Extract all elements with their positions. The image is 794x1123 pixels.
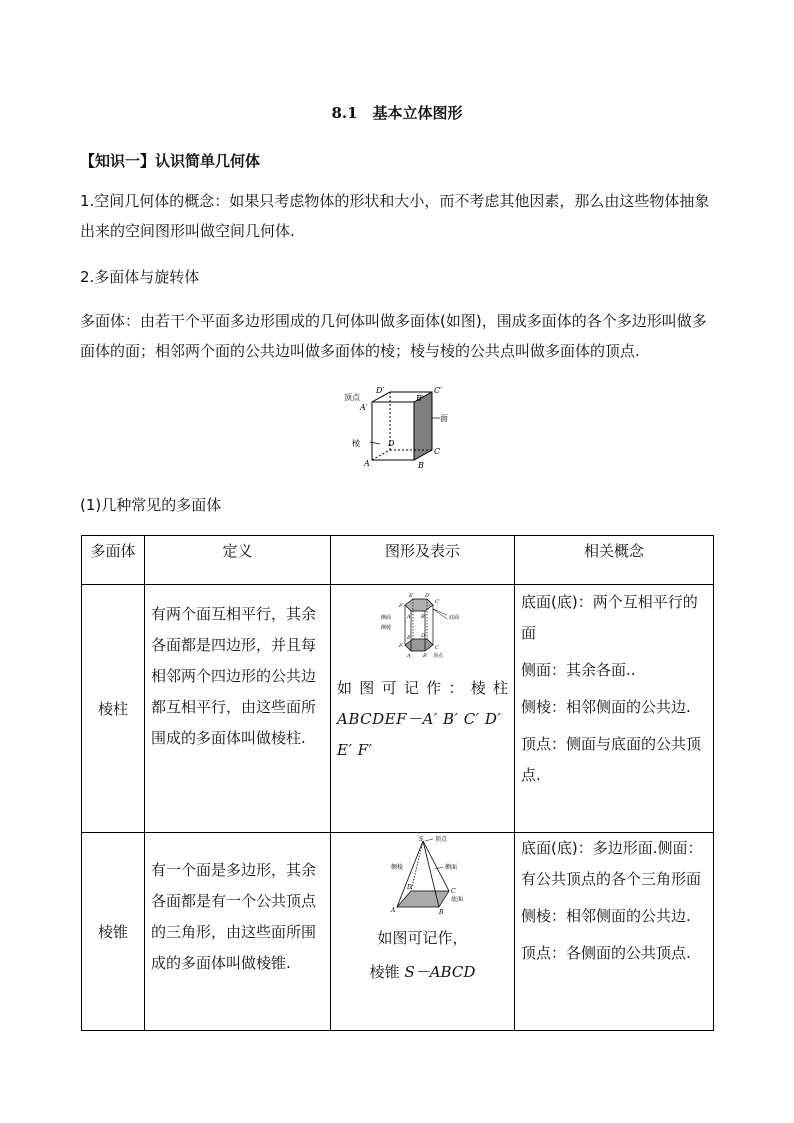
- pyramid-notation-intro: 如图可记作，: [377, 929, 468, 947]
- label-edge: 棱: [352, 439, 360, 448]
- pyramid-label-A: A: [390, 907, 395, 914]
- pyramid-label-C: C: [450, 888, 456, 895]
- prism-label-C1: C′: [434, 599, 440, 605]
- paragraph-polyhedron-definition: 多面体：由若干个平面多边形围成的几何体叫做多面体(如图)，围成多面体的各个多边形叫做多面体的面；相邻两个面的公共边叫做多面体的棱；棱与棱的公共点叫做多面体的顶点.: [80, 312, 707, 360]
- definition-cell: [145, 833, 331, 1031]
- concepts-cell: [515, 585, 714, 833]
- prism-notation: ABCDEF－A′ B′ C′ D′ E′ F′: [337, 710, 502, 759]
- prism-label-F1: F′: [398, 603, 404, 609]
- pyramid-notation: S－ABCD: [404, 963, 476, 981]
- pyramid-concept-base-side: 底面(底)：多边形面.侧面：有公共顶点的各个三角形面: [521, 839, 703, 888]
- prism-label-side-face: 侧面: [380, 615, 391, 621]
- prism-concept-side-edge: 侧棱：相邻侧面的公共边.: [521, 698, 691, 716]
- concepts-cell: [515, 833, 714, 1031]
- label-B1: B′: [416, 394, 424, 403]
- table-row: [82, 833, 714, 1031]
- header-figure: 图形及表示: [331, 536, 515, 585]
- prism-label-D: D: [420, 633, 425, 639]
- prism-label-side-edge: 侧棱: [380, 625, 391, 631]
- figure-cell: [331, 585, 515, 833]
- prism-label-vertex: 顶点: [432, 653, 443, 659]
- prism-figure: [363, 589, 483, 659]
- prism-label-E: E: [406, 635, 411, 641]
- pyramid-notation-prefix: 棱锥: [369, 963, 400, 981]
- header-concepts: 相关概念: [515, 536, 714, 585]
- polyhedra-table: [81, 535, 714, 1031]
- pyramid-notation-line: [331, 955, 514, 989]
- prism-label-A: A: [406, 653, 411, 659]
- table-header-row: [82, 536, 714, 585]
- pyramid-label-base: 底面: [450, 896, 463, 903]
- page-title: 8.1 基本立体图形: [331, 104, 463, 122]
- prism-notation-intro: 如图可记作：棱柱: [337, 679, 508, 697]
- pyramid-concept-side-edge: 侧棱：相邻侧面的公共边.: [521, 907, 691, 925]
- label-C1: C′: [434, 386, 442, 395]
- header-definition: 定义: [145, 536, 331, 585]
- definition-cell: [145, 585, 331, 833]
- prism-label-D1: D′: [424, 593, 430, 599]
- paragraph-concept: 1.空间几何体的概念：如果只考虑物体的形状和大小，而不考虑其他因素，那么由这些物体抽象出来的空间图形叫做空间几何体.: [80, 192, 710, 240]
- header-polyhedron: 多面体: [82, 536, 145, 585]
- pyramid-definition: 有一个面是多边形，其余各面都是有一个公共顶点的三角形，由这些面所围成的多面体叫做棱锥.: [151, 861, 317, 972]
- prism-label-E1: E′: [408, 593, 414, 599]
- label-D1: D′: [376, 386, 385, 395]
- label-B: B: [418, 461, 424, 470]
- pyramid-label-vertex: 顶点: [434, 836, 447, 843]
- figure-cell: [331, 833, 515, 1031]
- prism-definition: 有两个面互相平行，其余各面都是四边形，并且每相邻两个四边形的公共边都互相平行，由这些面所围成的多面体叫做棱柱.: [151, 605, 317, 747]
- paragraph-polyhedra-heading: 2.多面体与旋转体: [80, 268, 200, 286]
- table-row: [82, 585, 714, 833]
- pyramid-figure: [363, 835, 483, 915]
- prism-label-A1: A′: [406, 614, 412, 620]
- prism-label-F: F: [398, 643, 402, 649]
- pyramid-label-side-face: 侧面: [444, 864, 457, 871]
- pyramid-label-B: B: [438, 909, 443, 915]
- label-A1: A′: [360, 403, 368, 412]
- knowledge-heading: 【知识一】认识简单几何体: [80, 152, 261, 170]
- row-name-pyramid: 棱锥: [82, 833, 145, 1031]
- prism-concept-vertex: 顶点：侧面与底面的公共顶点.: [521, 735, 702, 784]
- front-face: [372, 402, 414, 460]
- label-D: D: [388, 439, 395, 448]
- label-vertex: 顶点: [344, 393, 360, 402]
- prism-label-base: 底面: [448, 615, 459, 621]
- prism-label-C: C: [434, 645, 439, 651]
- pyramid-label-S: S: [418, 836, 423, 843]
- label-A: A: [364, 459, 370, 468]
- prism-label-B: B: [422, 653, 427, 659]
- label-C: C: [434, 447, 441, 456]
- prism-concept-base: 底面(底)：两个互相平行的面: [521, 593, 698, 642]
- pyramid-label-side-edge: 侧棱: [390, 864, 403, 871]
- label-face: 面: [440, 414, 448, 423]
- prism-label-B1: B′: [420, 614, 426, 620]
- prism-concept-side-face: 侧面：其余各面..: [521, 661, 636, 679]
- paragraph-common-polyhedra: (1)几种常见的多面体: [80, 496, 222, 514]
- cube-figure: [340, 384, 460, 470]
- pyramid-label-D: D: [406, 884, 412, 891]
- row-name-prism: 棱柱: [82, 585, 145, 833]
- pyramid-concept-vertex: 顶点：各侧面的公共顶点.: [521, 944, 691, 962]
